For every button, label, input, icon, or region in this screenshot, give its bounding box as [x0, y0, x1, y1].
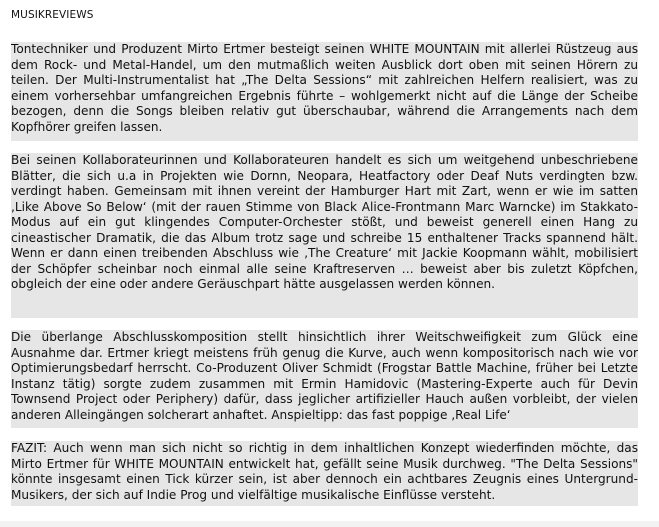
review-paragraph-intro: Tontechniker und Produzent Mirto Ertmer besteigt seinen WHITE MOUNTAIN mit allerlei Rüstzeug aus dem Rock- und Metal-Handel, um den mutmaßlich weiten Ausblick dort oben mit seinen Hörern zu teilen. Der Multi-Instrumentalist hat „The Delta Sessions“ mit zahlreichen Helfern realisiert, was zu einem vorhersehbar umfangreichen Ergebnis führte – wohlgemerkt nicht auf die Länge der Scheibe bezogen, denn die Songs bleiben relativ gut überschaubar, während die Arrangements nach dem Kopfhörer greifen lassen.	[11, 42, 638, 141]
page-footer-strip	[0, 521, 659, 527]
review-paragraph-production: Die überlange Abschlusskomposition stellt hinsichtlich ihrer Weitschweifigkeit zum Glück eine Ausnahme dar. Ertmer kriegt meistens früh genug die Kurve, auch wenn kompositorisch nach wie vor Optimierungsbedarf herrscht. Co-Produzent Oliver Schmidt (Frogstar Battle Machine, früher bei Letzte Instanz tätig) sorgte zudem zusammen mit Ermin Hamidovic (Mastering-Experte auch für Devin Townsend Project oder Periphery) dafür, dass jeglicher artifizieller Hauch außen vorbleibt, der vielen anderen Alleingängen solcherart anhaftet. Anspieltipp: das fast poppige ‚Real Life‘	[11, 330, 638, 428]
review-paragraph-conclusion: FAZIT: Auch wenn man sich nicht so richtig in dem inhaltlichen Konzept wiederfinden möchte, das Mirto Ertmer für WHITE MOUNTAIN entwickelt hat, gefällt seine Musik durchweg. "The Delta Sessions" könnte insgesamt einen Tick kürzer sein, ist aber dennoch ein achtbares Zeugnis eines Untergrund-Musikers, der sich auf Indie Prog und vielfältige musikalische Einflüsse versteht.	[11, 441, 638, 506]
section-label: MUSIKREVIEWS	[11, 9, 94, 21]
review-paragraph-collaborators: Bei seinen Kollaborateurinnen und Kollaborateuren handelt es sich um weitgehend unbeschriebene Blätter, die sich u.a in Projekten wie Dornn, Neopara, Heatfactory oder Deaf Nuts verdingten bzw. verdingt haben. Gemeinsam mit ihnen vereint der Hamburger Hart mit Zart, wenn er wie im satten ‚Like Above So Below‘ (mit der rauen Stimme von Black Alice-Frontmann Marc Warncke) im Stakkato-Modus auf ein gut klingendes Computer-Orchester stößt, und beweist generell einen Hang zu cineastischer Dramatik, die das Album trotz sage und schreibe 15 enthaltener Tracks spannend hält. Wenn er dann einen treibenden Abschluss wie ‚The Creature‘ mit Jackie Koopmann wählt, mobilisiert der Schöpfer scheinbar noch einmal alle seine Kraftreserven … beweist aber bis zuletzt Köpfchen, obgleich der eine oder andere Geräuschpart hätte ausgelassen werden können.	[11, 153, 638, 318]
